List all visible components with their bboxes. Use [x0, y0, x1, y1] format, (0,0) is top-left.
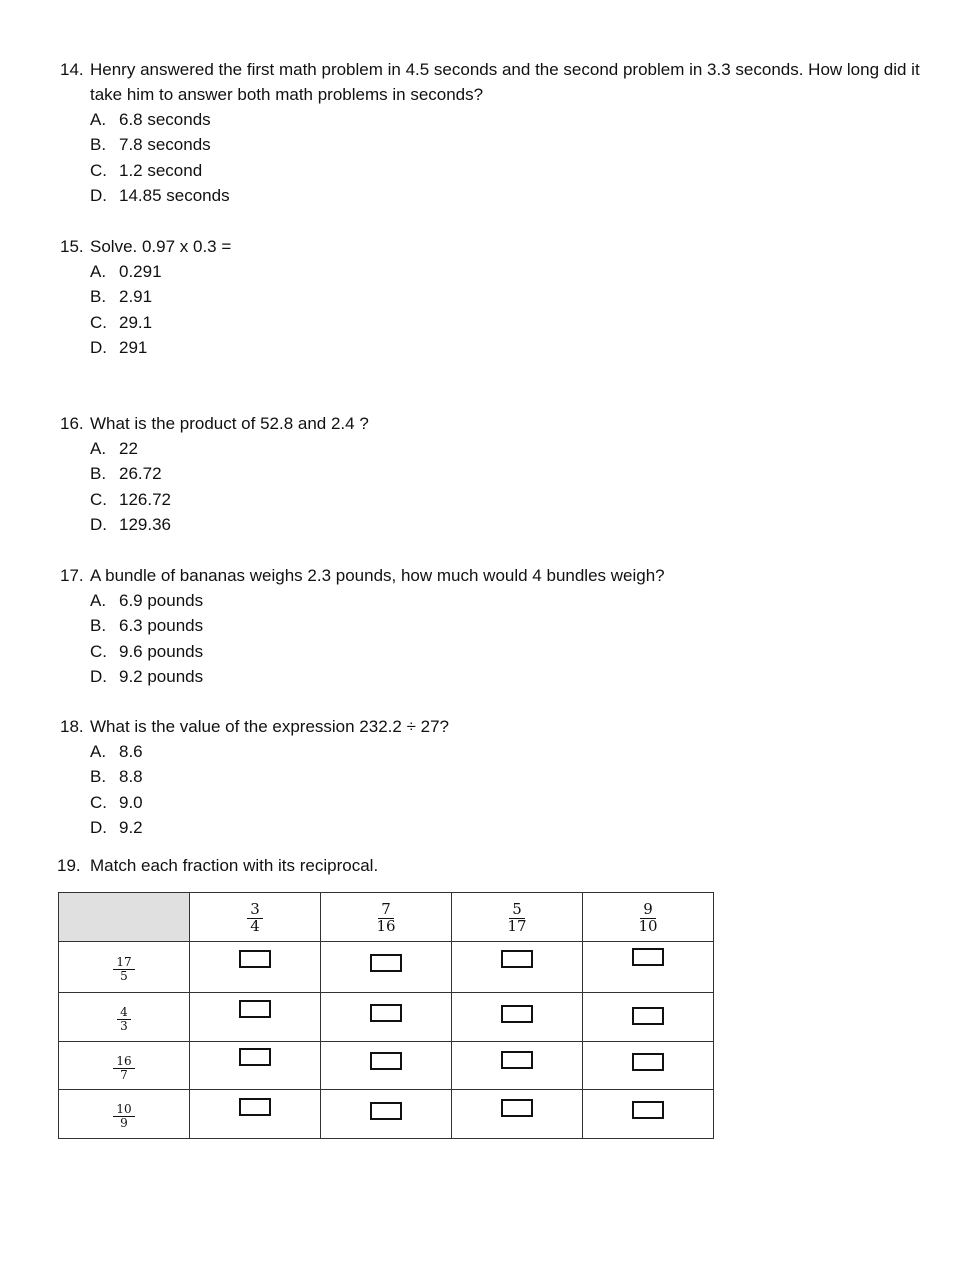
- answer-checkbox[interactable]: [632, 948, 664, 966]
- choice-text: 7.8 seconds: [119, 135, 211, 155]
- question-18: [60, 714, 920, 840]
- choice-letter: C.: [90, 312, 107, 332]
- choice-letter: C.: [90, 641, 107, 661]
- reciprocal-match-table: [58, 892, 714, 1139]
- choice-text: 9.6 pounds: [119, 641, 204, 661]
- denominator: 17: [507, 917, 527, 935]
- answer-checkbox[interactable]: [239, 1000, 271, 1018]
- denominator: 10: [638, 917, 658, 935]
- choice-a[interactable]: [60, 588, 920, 613]
- numerator: 16: [113, 1055, 134, 1069]
- question-number: 16.: [60, 414, 84, 433]
- answer-checkbox[interactable]: [239, 1048, 271, 1066]
- choice-letter: A.: [90, 591, 107, 610]
- choice-text: 8.8: [119, 767, 143, 787]
- answer-checkbox[interactable]: [501, 950, 533, 968]
- numerator: 17: [113, 956, 134, 970]
- answer-choices: [60, 739, 920, 840]
- choice-letter: B.: [90, 767, 107, 787]
- denominator: 16: [376, 917, 396, 935]
- match-cell: [321, 942, 452, 993]
- question-14: [60, 57, 920, 208]
- answer-checkbox[interactable]: [370, 1052, 402, 1070]
- choice-letter: A.: [90, 262, 107, 281]
- answer-checkbox[interactable]: [501, 1099, 533, 1117]
- row-header: [59, 942, 190, 993]
- match-cell: [452, 1090, 583, 1139]
- fraction: [113, 1055, 134, 1081]
- question-15: [60, 234, 920, 360]
- match-cell: [583, 942, 714, 993]
- choice-c[interactable]: [60, 487, 920, 512]
- answer-checkbox[interactable]: [632, 1007, 664, 1025]
- choice-text: 22: [119, 439, 138, 458]
- fraction: [113, 1103, 134, 1129]
- answer-checkbox[interactable]: [501, 1051, 533, 1069]
- question-stem: [60, 411, 920, 436]
- choice-a[interactable]: [60, 739, 920, 764]
- table-row: [59, 993, 714, 1042]
- choice-a[interactable]: [60, 436, 920, 461]
- choice-letter: A.: [90, 742, 107, 761]
- numerator: 3: [247, 902, 263, 919]
- choice-text: 9.2: [119, 817, 143, 837]
- choice-c[interactable]: [60, 310, 920, 335]
- question-stem: [60, 563, 920, 588]
- choice-letter: C.: [90, 489, 107, 509]
- choice-letter: D.: [90, 185, 107, 205]
- choice-text: 1.2 second: [119, 160, 203, 180]
- question-stem: [60, 57, 920, 107]
- question-stem: [60, 234, 920, 259]
- table-row: [59, 1090, 714, 1139]
- choice-text: 2.91: [119, 287, 153, 307]
- question-number: 15.: [60, 237, 84, 256]
- match-cell: [583, 1042, 714, 1090]
- choice-b[interactable]: [60, 132, 920, 157]
- row-header: [59, 1042, 190, 1090]
- column-header: [452, 893, 583, 942]
- fraction: [247, 902, 263, 935]
- match-cell: [452, 942, 583, 993]
- question-text: A bundle of bananas weighs 2.3 pounds, how much would 4 bundles weigh?: [90, 566, 665, 585]
- choice-text: 6.9 pounds: [119, 591, 204, 610]
- answer-choices: [60, 107, 920, 208]
- answer-choices: [60, 588, 920, 689]
- denominator: 5: [120, 969, 128, 983]
- match-cell: [321, 1042, 452, 1090]
- question-number: 17.: [60, 566, 84, 585]
- choice-c[interactable]: [60, 158, 920, 183]
- match-cell: [190, 1090, 321, 1139]
- choice-letter: B.: [90, 287, 107, 307]
- choice-d[interactable]: [60, 512, 920, 537]
- question-text: Match each fraction with its reciprocal.: [90, 856, 379, 875]
- denominator: 7: [120, 1067, 128, 1082]
- question-number: 14.: [60, 60, 84, 79]
- fraction: [113, 956, 134, 982]
- column-header: [321, 893, 452, 942]
- answer-checkbox[interactable]: [239, 950, 271, 968]
- numerator: 4: [117, 1006, 131, 1020]
- numerator: 7: [378, 902, 394, 919]
- denominator: 9: [120, 1116, 128, 1130]
- table-header-row: [59, 893, 714, 942]
- column-header: [583, 893, 714, 942]
- choice-c[interactable]: [60, 790, 920, 815]
- table-row: [59, 1042, 714, 1090]
- table-row: [59, 942, 714, 993]
- answer-checkbox[interactable]: [370, 954, 402, 972]
- match-cell: [583, 993, 714, 1042]
- question-text: Solve. 0.97 x 0.3 =: [90, 237, 232, 256]
- choice-text: 9.0: [119, 792, 143, 812]
- choice-letter: D.: [90, 337, 107, 357]
- match-cell: [452, 993, 583, 1042]
- choice-d[interactable]: [60, 335, 920, 360]
- question-19-stem: [57, 854, 378, 878]
- answer-choices: [60, 436, 920, 537]
- corner-cell: [59, 893, 190, 942]
- choice-letter: B.: [90, 464, 107, 484]
- choice-letter: D.: [90, 514, 107, 534]
- answer-choices: [60, 259, 920, 360]
- match-cell: [452, 1042, 583, 1090]
- match-cell: [190, 942, 321, 993]
- choice-text: 129.36: [119, 514, 171, 534]
- choice-text: 9.2 pounds: [119, 666, 204, 686]
- choice-d[interactable]: [60, 664, 920, 689]
- match-cell: [321, 1090, 452, 1139]
- row-header: [59, 993, 190, 1042]
- answer-checkbox[interactable]: [632, 1101, 664, 1119]
- question-16: [60, 411, 920, 537]
- choice-text: 291: [119, 337, 148, 357]
- denominator: 3: [120, 1019, 128, 1033]
- choice-letter: B.: [90, 135, 107, 155]
- question-stem: [60, 714, 920, 739]
- choice-b[interactable]: [60, 764, 920, 789]
- choice-d[interactable]: [60, 183, 920, 208]
- choice-text: 29.1: [119, 312, 153, 332]
- fraction: [373, 902, 398, 935]
- choice-b[interactable]: [60, 284, 920, 309]
- column-header: [190, 893, 321, 942]
- choice-text: 8.6: [119, 742, 143, 761]
- choice-letter: B.: [90, 616, 107, 636]
- choice-letter: A.: [90, 439, 107, 458]
- answer-checkbox[interactable]: [370, 1102, 402, 1120]
- choice-a[interactable]: [60, 107, 920, 132]
- choice-c[interactable]: [60, 639, 920, 664]
- match-cell: [321, 993, 452, 1042]
- choice-letter: A.: [90, 110, 107, 129]
- choice-b[interactable]: [60, 613, 920, 638]
- answer-checkbox[interactable]: [501, 1005, 533, 1023]
- numerator: 5: [509, 902, 525, 919]
- numerator: 10: [113, 1103, 134, 1117]
- choice-text: 6.3 pounds: [119, 616, 204, 636]
- row-header: [59, 1090, 190, 1139]
- choice-text: 0.291: [119, 262, 162, 281]
- choice-text: 126.72: [119, 489, 171, 509]
- question-number: 18.: [60, 717, 84, 736]
- numerator: 9: [640, 902, 656, 919]
- match-cell: [583, 1090, 714, 1139]
- answer-checkbox[interactable]: [632, 1053, 664, 1071]
- denominator: 4: [250, 917, 260, 935]
- fraction: [635, 902, 660, 935]
- fraction: [117, 1006, 131, 1032]
- choice-text: 26.72: [119, 464, 162, 484]
- choice-b[interactable]: [60, 461, 920, 486]
- match-cell: [190, 993, 321, 1042]
- question-text: What is the value of the expression 232.2 ÷ 27?: [90, 717, 449, 736]
- match-cell: [190, 1042, 321, 1090]
- choice-text: 14.85 seconds: [119, 185, 230, 205]
- choice-letter: D.: [90, 666, 107, 686]
- question-text: Henry answered the first math problem in 4.5 seconds and the second problem in 3.3 seconds. How long did it take him to answer both math problems in seconds?: [90, 60, 920, 104]
- question-17: [60, 563, 920, 689]
- choice-text: 6.8 seconds: [119, 110, 211, 129]
- fraction: [504, 902, 529, 935]
- answer-checkbox[interactable]: [370, 1004, 402, 1022]
- question-text: What is the product of 52.8 and 2.4 ?: [90, 414, 369, 433]
- choice-d[interactable]: [60, 815, 920, 840]
- answer-checkbox[interactable]: [239, 1098, 271, 1116]
- choice-letter: C.: [90, 792, 107, 812]
- question-number: 19.: [57, 856, 81, 875]
- choice-a[interactable]: [60, 259, 920, 284]
- choice-letter: C.: [90, 160, 107, 180]
- choice-letter: D.: [90, 817, 107, 837]
